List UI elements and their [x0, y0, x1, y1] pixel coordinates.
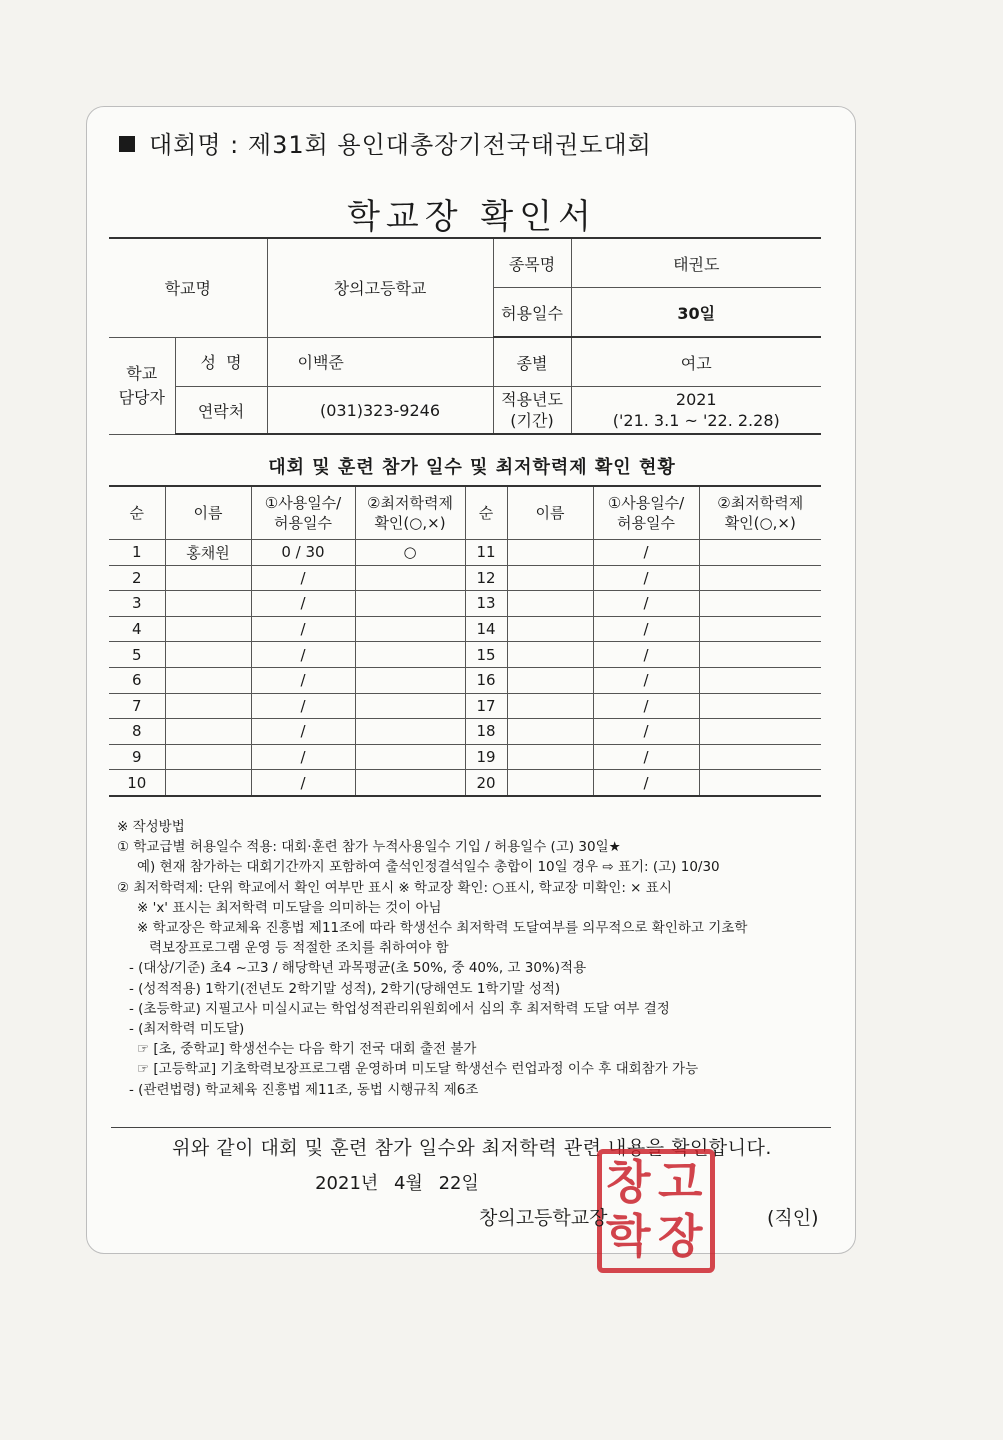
- cell-min: [699, 616, 821, 642]
- cell-min: [699, 667, 821, 693]
- cell-name: [165, 591, 251, 617]
- cell-usage: /: [251, 719, 355, 745]
- participants-subtitle: 대회 및 훈련 참가 일수 및 최저학력제 확인 현황: [268, 457, 676, 478]
- school-info-table: [109, 237, 821, 435]
- cell-no: 4: [109, 616, 165, 642]
- allowed-days-label: 허용일수: [493, 288, 571, 338]
- cell-no: 11: [465, 540, 507, 566]
- cell-no: 17: [465, 693, 507, 719]
- cell-min: [699, 719, 821, 745]
- cell-usage: 0 / 30: [251, 540, 355, 566]
- contact-label: 연락처: [175, 387, 267, 435]
- table-row: [109, 540, 821, 566]
- cell-name: [165, 642, 251, 668]
- year-label: 적용년도 (기간): [493, 387, 571, 435]
- cell-usage: /: [251, 667, 355, 693]
- document-title: 학교장 확인서: [347, 197, 597, 237]
- note-line: ① 학교급별 허용일수 적용: 대회·훈련 참가 누적사용일수 기입 / 허용일수 (고) 30일★: [117, 839, 621, 856]
- cell-no: 18: [465, 719, 507, 745]
- cell-no: 3: [109, 591, 165, 617]
- cell-min: [355, 616, 465, 642]
- category-label: 종별: [493, 337, 571, 387]
- cell-name: [165, 616, 251, 642]
- cell-no: 19: [465, 744, 507, 770]
- cell-min: [355, 744, 465, 770]
- event-type-value: 태권도: [571, 238, 821, 288]
- table-row: [109, 591, 821, 617]
- cell-name: [507, 540, 593, 566]
- table-row: [109, 744, 821, 770]
- allowed-days-value: 30일: [571, 288, 821, 338]
- cell-no: 8: [109, 719, 165, 745]
- confirmation-text: 위와 같이 대회 및 훈련 참가 일수와 최저학력 관련 내용을 확인합니다.: [172, 1137, 772, 1159]
- cell-min: [699, 770, 821, 796]
- table-row: [109, 565, 821, 591]
- cell-usage: /: [251, 591, 355, 617]
- header-name: 이름: [165, 486, 251, 540]
- contact-value: (031)323-9246: [267, 387, 493, 435]
- cell-usage: /: [593, 540, 699, 566]
- header-min: ②최저학력제 확인(○,×): [699, 486, 821, 540]
- cell-min: ○: [355, 540, 465, 566]
- square-bullet-icon: [119, 136, 135, 152]
- cell-name: [507, 693, 593, 719]
- note-line: ☞ [고등학교] 기초학력보장프로그램 운영하며 미도달 학생선수 런업과정 이수 후 대회참가 가능: [137, 1061, 699, 1078]
- official-seal-icon: 창 고 학 장: [597, 1149, 715, 1273]
- principal-name: 창의고등학교장: [479, 1207, 608, 1229]
- cell-name: [165, 693, 251, 719]
- note-line: ※ 'x' 표시는 최저학력 미도달을 의미하는 것이 아님: [137, 899, 442, 916]
- cell-usage: /: [593, 565, 699, 591]
- cell-min: [699, 693, 821, 719]
- cell-min: [355, 693, 465, 719]
- cell-no: 5: [109, 642, 165, 668]
- table-row: [109, 770, 821, 796]
- note-line: - (초등학교) 지필고사 미실시교는 학업성적관리위원회에서 심의 후 최저학력 도달 여부 결정: [129, 1000, 670, 1017]
- cell-name: [507, 642, 593, 668]
- cell-usage: /: [251, 616, 355, 642]
- cell-usage: /: [251, 744, 355, 770]
- cell-name: [165, 744, 251, 770]
- note-line: ② 최저학력제: 단위 학교에서 확인 여부만 표시 ※ 학교장 확인: ○표시, 학교장 미확인: × 표시: [117, 879, 672, 896]
- cell-min: [355, 770, 465, 796]
- cell-no: 2: [109, 565, 165, 591]
- cell-name: 홍채원: [165, 540, 251, 566]
- divider: [111, 1127, 831, 1128]
- table-row: [109, 667, 821, 693]
- cell-no: 12: [465, 565, 507, 591]
- table-row: [109, 693, 821, 719]
- cell-name: [165, 667, 251, 693]
- note-line: ☞ [초, 중학교] 학생선수는 다음 학기 전국 대회 출전 불가: [137, 1041, 477, 1058]
- note-line: - (성적적용) 1학기(전년도 2학기말 성적), 2학기(당해연도 1학기말 성적): [129, 980, 561, 997]
- category-value: 여고: [571, 337, 821, 387]
- cell-min: [355, 642, 465, 668]
- cell-name: [507, 667, 593, 693]
- cell-usage: /: [251, 642, 355, 668]
- cell-usage: /: [593, 770, 699, 796]
- cell-no: 10: [109, 770, 165, 796]
- cell-no: 6: [109, 667, 165, 693]
- table-row: [109, 642, 821, 668]
- cell-no: 15: [465, 642, 507, 668]
- cell-no: 20: [465, 770, 507, 796]
- cell-name: [507, 565, 593, 591]
- cell-name: [507, 591, 593, 617]
- cell-name: [165, 770, 251, 796]
- cell-min: [699, 591, 821, 617]
- header-no: 순: [465, 486, 507, 540]
- participants-table: [109, 485, 821, 797]
- cell-min: [699, 540, 821, 566]
- cell-usage: /: [251, 770, 355, 796]
- cell-usage: /: [593, 693, 699, 719]
- note-line: - (대상/기준) 초4 ~고3 / 해당학년 과목평균(초 50%, 중 40%, 고 30%)적용: [129, 960, 587, 977]
- table-row: [109, 719, 821, 745]
- cell-usage: /: [251, 693, 355, 719]
- school-value: 창의고등학교: [267, 238, 493, 337]
- cell-usage: /: [593, 591, 699, 617]
- seal-note: (직인): [767, 1207, 819, 1229]
- cell-usage: /: [593, 719, 699, 745]
- cell-usage: /: [593, 744, 699, 770]
- cell-min: [355, 591, 465, 617]
- cell-no: 16: [465, 667, 507, 693]
- cell-no: 14: [465, 616, 507, 642]
- cell-name: [165, 565, 251, 591]
- document-sheet: [86, 106, 856, 1263]
- cell-min: [699, 744, 821, 770]
- name-value: 이백준: [267, 337, 493, 387]
- event-type-label: 종목명: [493, 238, 571, 288]
- school-label: 학교명: [109, 238, 267, 337]
- cell-name: [165, 719, 251, 745]
- header-usage: ①사용일수/ 허용일수: [593, 486, 699, 540]
- cell-usage: /: [593, 667, 699, 693]
- cell-usage: /: [593, 642, 699, 668]
- note-line: ※ 학교장은 학교체육 진흥법 제11조에 따라 학생선수 최저학력 도달여부를 의무적으로 확인하고 기초학: [137, 920, 748, 937]
- event-title: 대회명 : 제31회 용인대총장기전국태권도대회: [119, 125, 652, 160]
- note-line: - (관련법령) 학교체육 진흥법 제11조, 동법 시행규칙 제6조: [129, 1081, 479, 1098]
- header-no: 순: [109, 486, 165, 540]
- header-min: ②최저학력제 확인(○,×): [355, 486, 465, 540]
- writing-instructions: [117, 817, 837, 1100]
- cell-min: [699, 565, 821, 591]
- cell-name: [507, 616, 593, 642]
- cell-min: [699, 642, 821, 668]
- header-usage: ①사용일수/ 허용일수: [251, 486, 355, 540]
- year-value: 2021 ('21. 3.1 ~ '22. 2.28): [571, 387, 821, 435]
- note-line: - (최저학력 미도달): [129, 1021, 245, 1038]
- cell-min: [355, 565, 465, 591]
- cell-usage: /: [593, 616, 699, 642]
- cell-min: [355, 719, 465, 745]
- manager-label: 학교 담당자: [109, 337, 175, 434]
- cell-name: [507, 770, 593, 796]
- cell-usage: /: [251, 565, 355, 591]
- cell-name: [507, 744, 593, 770]
- cell-name: [507, 719, 593, 745]
- cell-no: 1: [109, 540, 165, 566]
- header-name: 이름: [507, 486, 593, 540]
- cell-no: 7: [109, 693, 165, 719]
- notes-heading: ※ 작성방법: [117, 819, 185, 835]
- table-row: [109, 616, 821, 642]
- cell-no: 13: [465, 591, 507, 617]
- name-label: 성 명: [175, 337, 267, 387]
- confirmation-date: 2021년 4월 22일: [315, 1173, 479, 1194]
- note-line: 예) 현재 참가하는 대회기간까지 포함하여 출석인정결석일수 총합이 10일 경우 ⇨ 표기: (고) 10/30: [137, 859, 720, 876]
- cell-min: [355, 667, 465, 693]
- cell-no: 9: [109, 744, 165, 770]
- note-line: 력보장프로그램 운영 등 적절한 조치를 취하여야 함: [149, 940, 449, 957]
